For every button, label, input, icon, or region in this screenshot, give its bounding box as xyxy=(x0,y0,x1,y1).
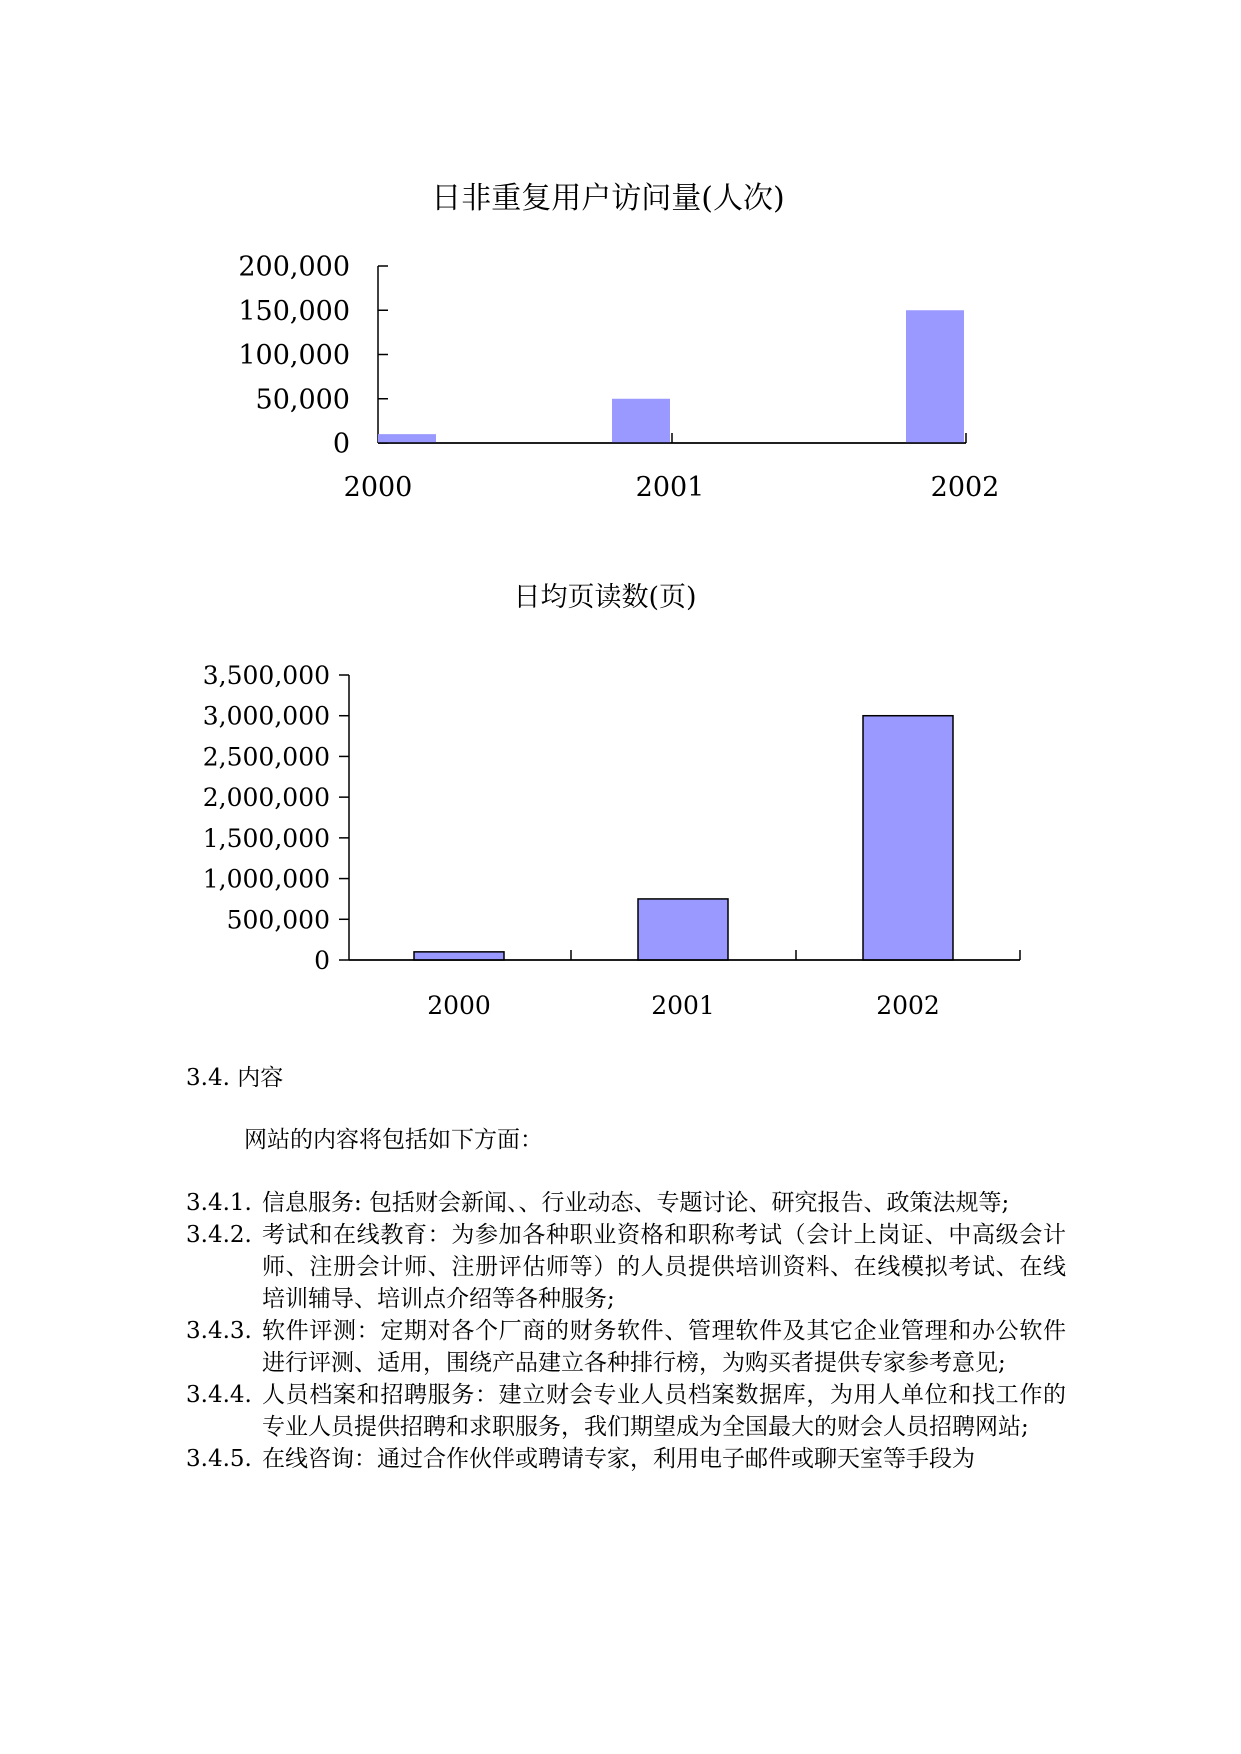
x-tick-label-2001: 2001 xyxy=(651,991,715,1020)
y-tick-label: 0 xyxy=(332,428,350,460)
item-text: 软件评测：定期对各个厂商的财务软件、管理软件及其它企业管理和办公软件进行评测、适用，围绕产品建立各种排行榜，为购买者提供专家参考意见; xyxy=(262,1318,1066,1376)
item-number: 3.4.3. xyxy=(186,1318,252,1344)
item-number: 3.4.2. xyxy=(186,1222,252,1248)
item-number: 3.4.4. xyxy=(186,1382,252,1408)
y-tick-label: 3,000,000 xyxy=(202,701,330,731)
list-item xyxy=(186,1315,1066,1379)
chart-title: 日非重复用户访问量(人次) xyxy=(431,181,785,216)
item-text: 考试和在线教育：为参加各种职业资格和职称考试（会计上岗证、中高级会计师、注册会计师、注册评估师等）的人员提供培训资料、在线模拟考试、在线培训辅导、培训点介绍等各种服务; xyxy=(262,1222,1066,1312)
content-list xyxy=(186,1187,1066,1475)
x-tick-label-2001: 2001 xyxy=(635,472,705,503)
section-heading xyxy=(186,1062,283,1094)
y-tick-label: 200,000 xyxy=(238,251,350,283)
bar-2001 xyxy=(638,899,728,960)
item-text: 信息服务: 包括财会新闻、、行业动态、专题讨论、研究报告、政策法规等; xyxy=(262,1190,1010,1216)
section-title: 内容 xyxy=(237,1065,284,1091)
list-item xyxy=(186,1219,1066,1315)
item-number: 3.4.5. xyxy=(186,1446,252,1472)
y-tick-label: 1,000,000 xyxy=(202,864,330,894)
y-tick-label: 100,000 xyxy=(238,340,350,372)
x-tick-label-2002: 2002 xyxy=(876,991,940,1020)
list-item xyxy=(186,1379,1066,1443)
y-tick-label: 150,000 xyxy=(238,295,350,327)
section-number: 3.4. xyxy=(186,1065,230,1091)
bar-2002 xyxy=(863,716,953,960)
bar-2000 xyxy=(414,952,504,960)
y-tick-label: 1,500,000 xyxy=(202,823,330,853)
list-item xyxy=(186,1443,1066,1475)
chart-title: 日均页读数(页) xyxy=(513,582,697,613)
y-tick-label: 2,000,000 xyxy=(202,783,330,813)
item-number: 3.4.1. xyxy=(186,1190,252,1216)
list-item xyxy=(186,1187,1066,1219)
item-text: 在线咨询：通过合作伙伴或聘请专家，利用电子邮件或聊天室等手段为 xyxy=(262,1446,975,1472)
y-tick-label: 500,000 xyxy=(226,905,330,935)
x-tick-label-2002: 2002 xyxy=(930,472,1000,503)
section-intro: 网站的内容将包括如下方面： xyxy=(244,1127,543,1153)
x-tick-label-2000: 2000 xyxy=(427,991,491,1020)
y-tick-label: 0 xyxy=(314,946,330,975)
item-text: 人员档案和招聘服务：建立财会专业人员档案数据库，为用人单位和找工作的专业人员提供招聘和求职服务，我们期望成为全国最大的财会人员招聘网站; xyxy=(262,1382,1066,1440)
y-tick-label: 2,500,000 xyxy=(202,742,330,772)
y-tick-label: 50,000 xyxy=(255,384,350,416)
x-tick-label-2000: 2000 xyxy=(343,472,413,503)
y-tick-label: 3,500,000 xyxy=(202,661,330,690)
